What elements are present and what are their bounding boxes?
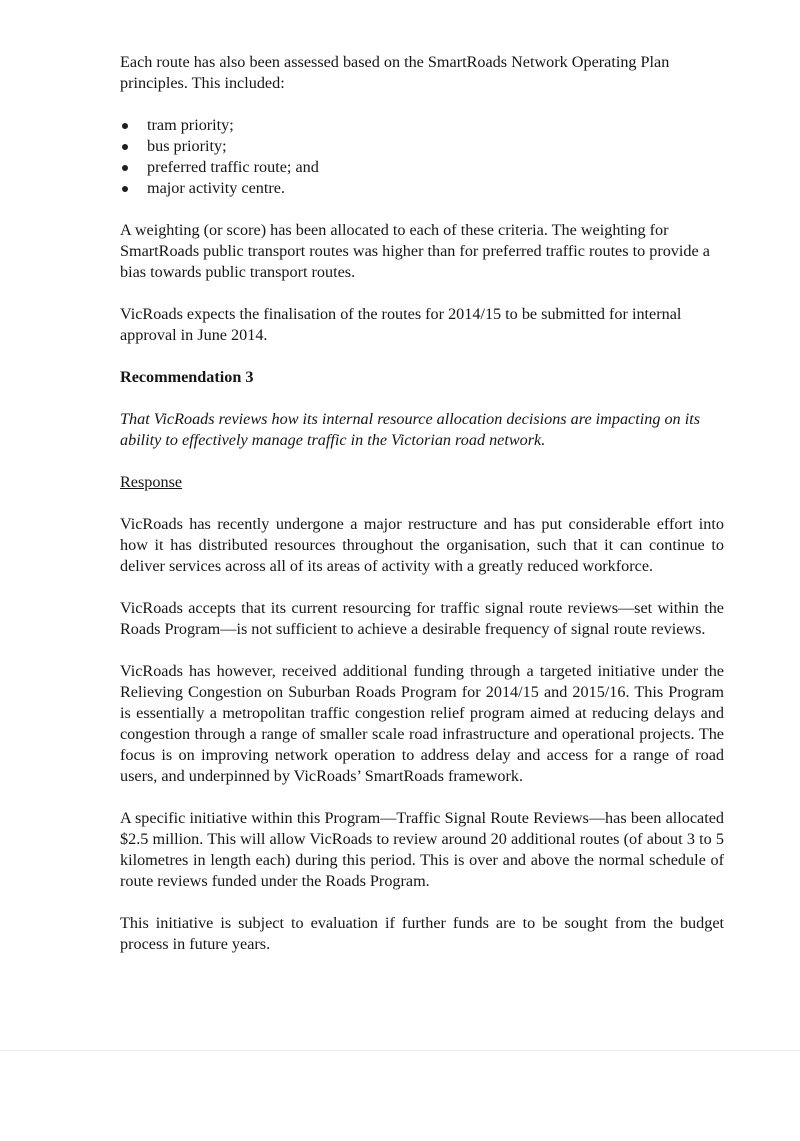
finalisation-paragraph: VicRoads expects the finalisation of the routes for 2014/15 to be submitted for internal approval in June 2014.	[120, 305, 682, 344]
recommendation-text: That VicRoads reviews how its internal resource allocation decisions are impacting on its ability to effectively manage traffic in the Victorian road network.	[120, 410, 700, 449]
response-paragraph: A specific initiative within this Program—Traffic Signal Route Reviews—has been allocated $2.5 million. This will allow VicRoads to review around 20 additional routes (of about 3 to 5 kilometres in length each) during this period. This is over and above the normal schedule of route reviews funded under the Roads Program.	[120, 809, 724, 890]
list-item-text: bus priority;	[147, 137, 227, 155]
bullet-icon	[122, 144, 128, 150]
response-paragraph: This initiative is subject to evaluation if further funds are to be sought from the budget process in future years.	[120, 914, 724, 953]
list-item-text: preferred traffic route; and	[147, 158, 319, 176]
response-paragraph: VicRoads has recently undergone a major restructure and has put considerable effort into how it has distributed resources throughout the organisation, such that it can continue to deliver services across all of its areas of activity with a greatly reduced workforce.	[120, 515, 724, 575]
bullet-icon	[122, 165, 128, 171]
bullet-icon	[122, 123, 128, 129]
criteria-list	[120, 115, 724, 199]
response-heading: Response	[120, 473, 183, 491]
document-body	[120, 52, 724, 955]
list-item	[120, 178, 724, 199]
bullet-icon	[122, 186, 128, 192]
list-item	[120, 115, 724, 136]
list-item-text: tram priority;	[147, 116, 234, 134]
page-footer-rule	[0, 1050, 800, 1051]
list-item	[120, 136, 724, 157]
weighting-paragraph: A weighting (or score) has been allocated to each of these criteria. The weighting for SmartRoads public transport routes was higher than for preferred traffic routes to provide a bias towards public transport routes.	[120, 221, 710, 281]
list-item	[120, 157, 724, 178]
list-item-text: major activity centre.	[147, 179, 285, 197]
intro-paragraph: Each route has also been assessed based on the SmartRoads Network Operating Plan principles. This included:	[120, 53, 670, 92]
response-paragraph: VicRoads accepts that its current resourcing for traffic signal route reviews—set within the Roads Program—is not sufficient to achieve a desirable frequency of signal route reviews.	[120, 599, 724, 638]
recommendation-heading: Recommendation 3	[120, 368, 254, 386]
response-paragraph: VicRoads has however, received additional funding through a targeted initiative under the Relieving Congestion on Suburban Roads Program for 2014/15 and 2015/16. This Program is essentially a metropolitan traffic congestion relief program aimed at reducing delays and congestion through a range of smaller scale road infrastructure and operational projects. The focus is on improving network operation to address delay and access for a range of road users, and underpinned by VicRoads’ SmartRoads framework.	[120, 662, 724, 785]
